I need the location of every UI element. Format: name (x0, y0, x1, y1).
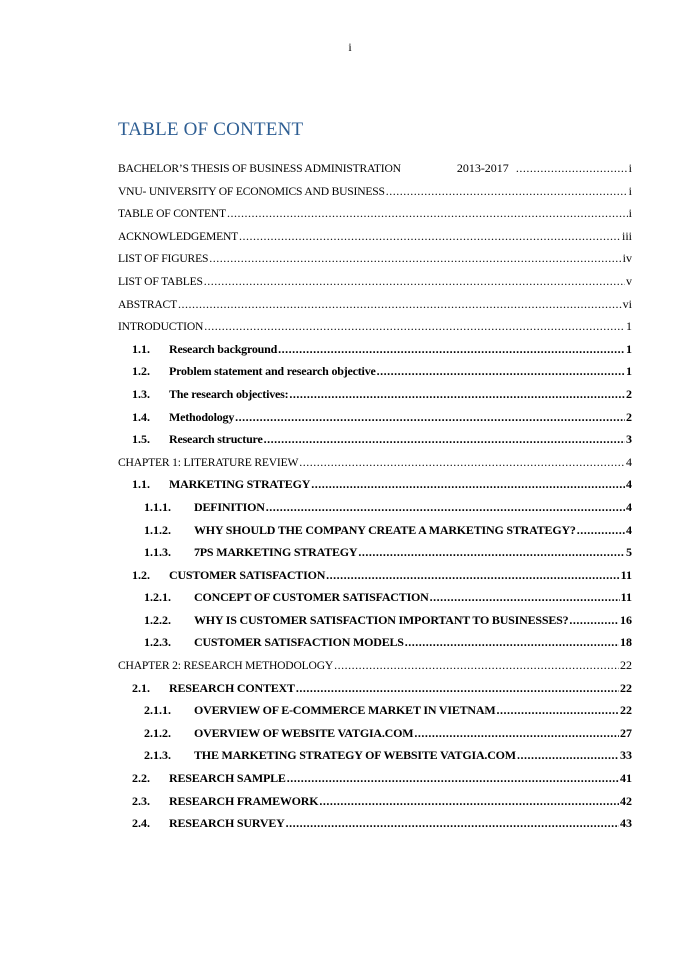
toc-entry-number: 1.2.2. (144, 612, 171, 627)
toc-leader-dots (296, 681, 619, 696)
toc-entry-number: 2.1. (132, 680, 150, 695)
page-number: i (348, 40, 352, 54)
toc-entry-page: 42 (620, 793, 632, 808)
toc-leader-dots (287, 771, 619, 786)
toc-entry-page: 1 (626, 364, 632, 379)
toc-entry[interactable] (118, 410, 632, 433)
toc-entry-page: vi (622, 296, 632, 311)
toc-entry[interactable] (118, 816, 632, 839)
toc-entry-label: Methodology (169, 409, 235, 424)
toc-entry-label: Research structure (169, 432, 263, 447)
toc-leader-dots (286, 816, 619, 831)
toc-leader-dots (204, 319, 625, 334)
toc-entry[interactable] (118, 568, 632, 591)
toc-leader-dots (326, 568, 619, 583)
toc-entry[interactable] (118, 545, 632, 568)
toc-entry[interactable] (118, 590, 632, 613)
toc-entry-page: 1 (626, 341, 632, 356)
toc-entry-page: 2 (626, 386, 632, 401)
toc-entry-label: THE MARKETING STRATEGY OF WEBSITE VATGIA.COM (194, 748, 516, 763)
toc-entry-label: CHAPTER 1: LITERATURE REVIEW (118, 455, 299, 469)
toc-entry-page: 27 (620, 725, 632, 740)
toc-entry-page: 2 (626, 409, 632, 424)
toc-entry-number: 1.1.2. (144, 522, 171, 537)
toc-entry-label: RESEARCH SURVEY (169, 816, 285, 831)
toc-entry-page: 11 (620, 567, 632, 582)
toc-entry-page: v (626, 273, 632, 288)
toc-entry-label: INTRODUCTION (118, 320, 204, 334)
toc-entry[interactable] (118, 229, 632, 252)
toc-entry-number: 2.1.3. (144, 748, 171, 763)
toc-entry[interactable] (118, 184, 632, 207)
toc-leader-dots (430, 590, 620, 605)
toc-entry-label: VNU- UNIVERSITY OF ECONOMICS AND BUSINESS (118, 184, 385, 198)
toc-entry-label: 7PS MARKETING STRATEGY (194, 545, 358, 560)
toc-leader-dots (266, 500, 625, 515)
toc-entry-page: 33 (620, 748, 632, 763)
toc-leader-dots (377, 364, 625, 379)
toc-entry[interactable] (118, 794, 632, 817)
toc-entry-page: iv (622, 251, 632, 266)
toc-entry[interactable] (118, 455, 632, 478)
toc-leader-dots (386, 184, 628, 199)
toc-entry[interactable] (118, 635, 632, 658)
toc-entry-number: 1.5. (132, 432, 150, 447)
toc-entry[interactable] (118, 297, 632, 320)
toc-entry[interactable] (118, 703, 632, 726)
toc-entry-number: 1.2. (132, 364, 150, 379)
toc-entry[interactable] (118, 771, 632, 794)
toc-entry-label: DEFINITION (194, 499, 265, 514)
toc-leader-dots (358, 545, 625, 560)
toc-entry[interactable] (118, 658, 632, 681)
toc-entry-number: 1.3. (132, 386, 150, 401)
toc-leader-dots (278, 342, 625, 357)
toc-leader-dots (577, 523, 625, 538)
toc-leader-dots (516, 161, 628, 176)
toc-entry[interactable] (118, 432, 632, 455)
toc-entry-number: 2.1.1. (144, 703, 171, 718)
toc-entry-label: BACHELOR’S THESIS OF BUSINESS ADMINISTRATION (118, 162, 401, 175)
toc-entry-page: 5 (626, 545, 632, 560)
toc-entry-label: Problem statement and research objective (169, 364, 376, 379)
toc-list (118, 161, 632, 839)
toc-entry-label: OVERVIEW OF E-COMMERCE MARKET IN VIETNAM (194, 703, 496, 718)
toc-leader-dots (299, 455, 625, 470)
toc-entry-label: ACKNOWLEDGEMENT (118, 229, 239, 243)
toc-entry-page: 18 (620, 635, 632, 650)
toc-entry[interactable] (118, 342, 632, 365)
toc-entry[interactable] (118, 387, 632, 410)
toc-entry[interactable] (118, 274, 632, 297)
toc-entry-page: 16 (620, 612, 632, 627)
toc-entry-label: The research objectives: (169, 386, 289, 401)
toc-entry-number: 2.2. (132, 771, 150, 786)
toc-entry[interactable] (118, 251, 632, 274)
toc-entry-page: i (628, 206, 632, 221)
toc-entry-number: 2.3. (132, 793, 150, 808)
toc-entry-number: 1.1.1. (144, 499, 171, 514)
toc-entry[interactable] (118, 364, 632, 387)
toc-entry-page: 22 (620, 703, 632, 718)
toc-leader-dots (334, 658, 619, 673)
toc-entry[interactable] (118, 500, 632, 523)
toc-entry-page: i (628, 161, 632, 175)
toc-entry-number: 1.4. (132, 409, 150, 424)
toc-leader-dots (227, 206, 628, 221)
toc-entry-number: 2.4. (132, 816, 150, 831)
toc-entry-page: 22 (620, 680, 632, 695)
toc-entry-page: 1 (626, 319, 632, 334)
toc-entry[interactable] (118, 477, 632, 500)
toc-entry-years: 2013-2017 (456, 161, 509, 175)
toc-entry-number: 1.2.3. (144, 635, 171, 650)
toc-entry-number: 1.1. (132, 477, 150, 492)
toc-entry-label: WHY IS CUSTOMER SATISFACTION IMPORTANT TO BUSINESSES? (194, 612, 569, 627)
toc-entry[interactable] (118, 726, 632, 749)
toc-entry[interactable] (118, 523, 632, 546)
toc-entry[interactable] (118, 206, 632, 229)
toc-entry-label: CONCEPT OF CUSTOMER SATISFACTION (194, 590, 429, 605)
toc-entry-label: MARKETING STRATEGY (169, 477, 311, 492)
toc-entry-label: CHAPTER 2: RESEARCH METHODOLOGY (118, 659, 334, 673)
toc-entry-label: TABLE OF CONTENT (118, 207, 226, 221)
toc-leader-dots (178, 297, 622, 312)
toc-entry-page: 3 (626, 432, 632, 447)
toc-entry-label: ABSTRACT (118, 297, 177, 311)
toc-entry-label: Research background (169, 341, 278, 356)
toc-leader-dots (497, 703, 620, 718)
toc-entry[interactable] (118, 748, 632, 771)
toc-entry-page: 4 (626, 454, 632, 469)
toc-entry-page: 43 (620, 816, 632, 831)
toc-entry-label: RESEARCH SAMPLE (169, 771, 286, 786)
toc-leader-dots (204, 274, 625, 289)
toc-entry-label: OVERVIEW OF WEBSITE VATGIA.COM (194, 725, 414, 740)
toc-entry[interactable] (118, 161, 632, 184)
toc-leader-dots (289, 387, 625, 402)
toc-entry-page: 4 (626, 477, 632, 492)
toc-entry-number: 1.2. (132, 567, 150, 582)
toc-entry[interactable] (118, 613, 632, 636)
toc-entry-label: RESEARCH FRAMEWORK (169, 793, 319, 808)
toc-title: TABLE OF CONTENT (118, 119, 304, 140)
toc-entry-page: 11 (620, 590, 632, 605)
toc-entry[interactable] (118, 681, 632, 704)
toc-entry-label: CUSTOMER SATISFACTION MODELS (194, 635, 404, 650)
toc-leader-dots (569, 613, 619, 628)
toc-leader-dots (414, 726, 619, 741)
toc-leader-dots (209, 251, 621, 266)
toc-leader-dots (264, 432, 625, 447)
toc-entry-number: 2.1.2. (144, 725, 171, 740)
toc-leader-dots (517, 748, 619, 763)
toc-leader-dots (235, 410, 625, 425)
toc-entry-number: 1.1. (132, 341, 150, 356)
toc-entry-page: iii (621, 228, 632, 243)
toc-entry-label: CUSTOMER SATISFACTION (169, 567, 326, 582)
toc-entry-label: RESEARCH CONTEXT (169, 680, 295, 695)
toc-entry-page: 41 (620, 771, 632, 786)
toc-entry-page: 22 (620, 658, 632, 673)
toc-entry-page: 4 (626, 499, 632, 514)
toc-leader-dots (311, 477, 625, 492)
toc-leader-dots (319, 794, 619, 809)
toc-entry-number: 1.2.1. (144, 590, 171, 605)
toc-entry-label: WHY SHOULD THE COMPANY CREATE A MARKETING STRATEGY? (194, 522, 576, 537)
toc-leader-dots (239, 229, 621, 244)
toc-entry-page: i (628, 183, 632, 198)
toc-entry-label: LIST OF FIGURES (118, 252, 209, 266)
toc-entry-page: 4 (626, 522, 632, 537)
toc-leader-dots (405, 635, 619, 650)
toc-entry-number: 1.1.3. (144, 545, 171, 560)
toc-entry-label: LIST OF TABLES (118, 274, 203, 288)
toc-entry[interactable] (118, 319, 632, 342)
